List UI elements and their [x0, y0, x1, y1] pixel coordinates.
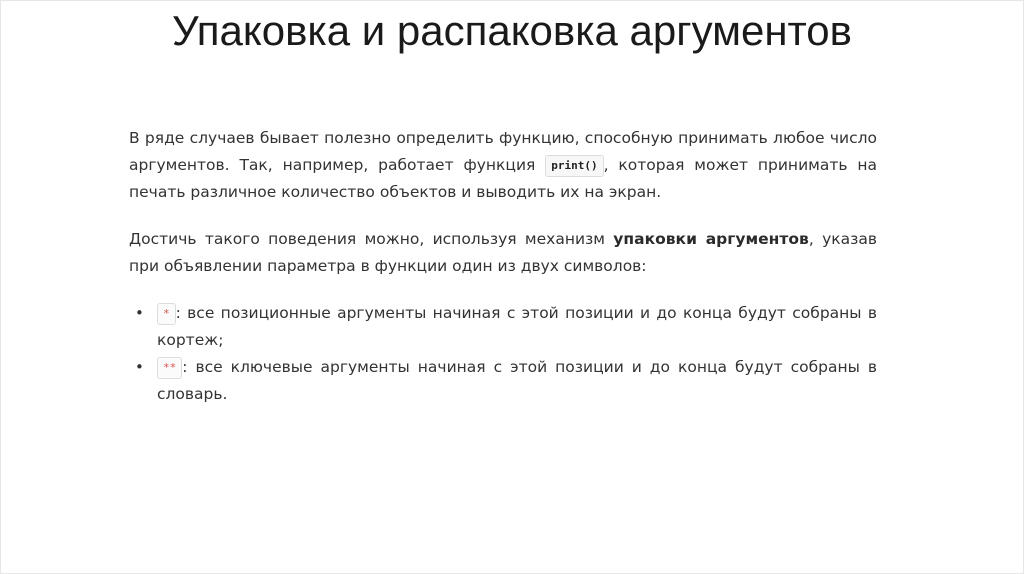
list-item	[135, 354, 877, 408]
list-item	[135, 300, 877, 354]
bullet-icon: •	[135, 304, 144, 322]
paragraph-mechanism-text-before: Достичь такого поведения можно, используя механизм	[129, 230, 614, 248]
bold-term: упаковки аргументов	[613, 230, 809, 248]
bullet-icon: •	[135, 358, 144, 376]
list-item-text: : все позиционные аргументы начиная с этой позиции и до конца будут собраны в кортеж;	[157, 304, 877, 349]
symbol-list	[129, 300, 877, 408]
paragraph-mechanism-text-after: , указав при объявлении параметра в функции один из двух символов:	[129, 230, 877, 275]
list-item-text: : все ключевые аргументы начиная с этой позиции и до конца будут собраны в словарь.	[157, 358, 877, 403]
paragraph-intro-text-before: В ряде случаев бывает полезно определить функцию, способную принимать любое число аргументов. Так, например, работает функция	[129, 129, 877, 174]
paragraph-intro	[129, 125, 877, 206]
code-print: print()	[545, 155, 603, 177]
code-single-star: *	[157, 303, 176, 325]
paragraph-mechanism	[129, 226, 877, 280]
slide-content	[129, 125, 877, 408]
slide-title: Упаковка и распаковка аргументов	[172, 7, 852, 54]
paragraph-intro-text-after: , которая может принимать на печать различное количество объектов и выводить их на экран.	[129, 156, 878, 201]
code-double-star: **	[157, 357, 182, 379]
